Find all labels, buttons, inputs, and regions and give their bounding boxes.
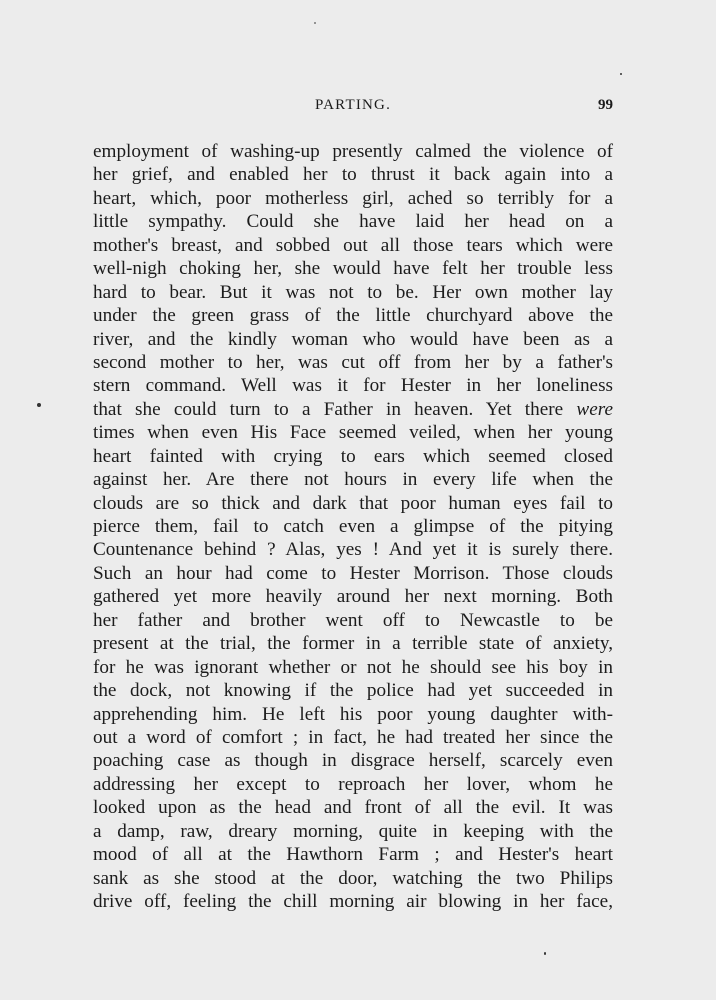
text-line: addressing her except to reproach her lover, whom he [93, 773, 613, 795]
text-line: mood of all at the Hawthorn Farm ; and Hester's heart [93, 844, 613, 866]
text-line: drive off, feeling the chill morning air blowing in her face, [93, 891, 613, 912]
text-line: poaching case as though in disgrace herself, scarcely even [93, 750, 613, 772]
text-line: the dock, not knowing if the police had yet succeeded in [93, 680, 613, 702]
text-line: little sympathy. Could she have laid her head on a [93, 211, 613, 233]
text-line-prefix: that she could turn to a Father in heaven. Yet there [93, 398, 564, 420]
text-line: second mother to her, was cut off from her by a father's [93, 351, 613, 373]
text-line: looked upon as the head and front of all the evil. It was [93, 797, 613, 819]
running-header [93, 97, 613, 121]
text-line: clouds are so thick and dark that poor human eyes fail to [93, 492, 613, 514]
text-line: against her. Are there not hours in every life when the [93, 469, 613, 491]
text-line: her grief, and enabled her to thrust it back again into a [93, 164, 613, 186]
text-line: river, and the kindly woman who would have been as a [93, 328, 613, 350]
scan-speck [544, 952, 546, 955]
text-line: stern command. Well was it for Hester in her loneliness [93, 375, 613, 397]
text-line: times when even His Face seemed veiled, when her young [93, 422, 613, 444]
text-line: Countenance behind ? Alas, yes ! And yet it is surely there. [93, 539, 613, 561]
text-line: a damp, raw, dreary morning, quite in keeping with the [93, 820, 613, 842]
text-line: apprehending him. He left his poor young daughter with- [93, 703, 613, 725]
chapter-title: PARTING. [314, 97, 392, 113]
scan-speck [620, 73, 622, 75]
text-line: out a word of comfort ; in fact, he had treated her since the [93, 726, 613, 748]
page-number: 99 [598, 97, 613, 113]
text-line: Such an hour had come to Hester Morrison. Those clouds [93, 562, 613, 584]
text-line: heart fainted with crying to ears which seemed closed [93, 445, 613, 467]
text-line: for he was ignorant whether or not he should see his boy in [93, 656, 613, 678]
text-line-with-italic [93, 398, 613, 421]
text-line: present at the trial, the former in a terrible state of anxiety, [93, 633, 613, 655]
body-text [93, 140, 613, 913]
scan-speck [314, 22, 316, 24]
text-line: under the green grass of the little churchyard above the [93, 305, 613, 327]
italic-word: were [576, 398, 613, 420]
text-line: gathered yet more heavily around her next morning. Both [93, 586, 613, 608]
text-line: mother's breast, and sobbed out all those tears which were [93, 234, 613, 256]
scan-speck [37, 403, 41, 407]
text-line: pierce them, fail to catch even a glimpse of the pitying [93, 516, 613, 537]
text-line: heart, which, poor motherless girl, ached so terribly for a [93, 187, 613, 209]
text-line: sank as she stood at the door, watching the two Philips [93, 867, 613, 889]
text-line: her father and brother went off to Newcastle to be [93, 609, 613, 631]
text-line: hard to bear. But it was not to be. Her own mother lay [93, 281, 613, 303]
text-line: employment of washing-up presently calmed the violence of [93, 141, 613, 162]
text-line: well-nigh choking her, she would have felt her trouble less [93, 258, 613, 280]
